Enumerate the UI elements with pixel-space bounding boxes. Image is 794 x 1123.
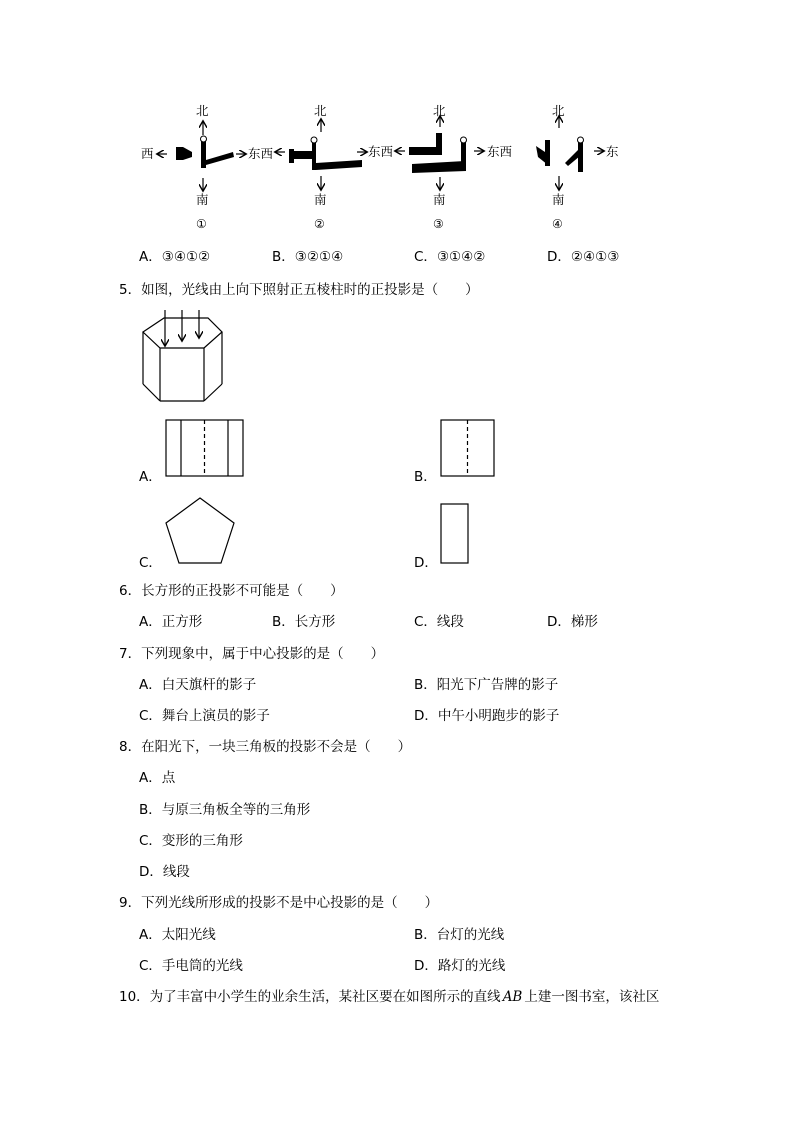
figure2-south-label: 南	[314, 192, 327, 207]
figure3-east-west-label: 东西	[487, 144, 513, 159]
option-text: ③①④②	[436, 249, 486, 265]
option-letter: D．	[547, 249, 571, 265]
option-d-figure	[441, 504, 468, 563]
q9-option-d: D．路灯的光线	[414, 958, 506, 974]
q10-stem-part1: 10．为了丰富中小学生的业余生活，某社区要在如图所示的直线	[119, 989, 501, 1005]
q8-stem: 8．在阳光下，一块三角板的投影不会是（ ）	[119, 739, 412, 755]
option-c-figure	[166, 498, 234, 563]
compass-figure-4	[536, 117, 603, 189]
q7-option-d: D．中午小明跑步的影子	[414, 708, 560, 724]
figure3-north-label: 北	[433, 103, 446, 118]
q8-option-d: D．线段	[139, 864, 190, 880]
option-letter: C．	[414, 249, 437, 265]
q9-option-c: C．手电筒的光线	[139, 958, 243, 974]
figure3-south-label: 南	[433, 192, 446, 207]
q5-stem: 5．如图，光线由上向下照射正五棱柱时的正投影是（ ）	[119, 282, 479, 298]
q5-option-b-letter: B．	[414, 469, 437, 485]
figure1-number: ①	[196, 217, 207, 231]
q9-stem: 9．下列光线所形成的投影不是中心投影的是（ ）	[119, 895, 439, 911]
option-text: ②④①③	[570, 249, 620, 265]
q8-option-a: A．点	[139, 770, 176, 786]
q4-option-b	[272, 248, 343, 266]
compass-figure-3	[396, 117, 483, 189]
option-text: ③②①④	[294, 249, 344, 265]
compass-figure-2	[276, 120, 366, 189]
q5-option-c-letter: C．	[139, 555, 162, 571]
figure2-number: ②	[314, 217, 325, 231]
figure2-north-label: 北	[314, 103, 327, 118]
figure4-north-label: 北	[552, 103, 565, 118]
q7-stem: 7．下列现象中，属于中心投影的是（ ）	[119, 646, 385, 662]
figure1-west-label: 西	[141, 146, 154, 161]
q6-option-d: D．梯形	[547, 614, 598, 630]
light-arrows	[165, 310, 199, 345]
q8-option-b: B．与原三角板全等的三角形	[139, 802, 311, 818]
q10-stem	[119, 988, 659, 1006]
q4-option-a	[139, 248, 210, 266]
q4-option-d	[547, 248, 619, 266]
q4-option-c	[414, 248, 485, 266]
figure4-east-label: 东	[606, 144, 619, 159]
figure4-south-label: 南	[552, 192, 565, 207]
option-b-figure	[441, 420, 494, 476]
q6-option-a: A．正方形	[139, 614, 203, 630]
figure3-number: ③	[433, 217, 444, 231]
q5-option-a-letter: A．	[139, 469, 162, 485]
q7-option-c: C．舞台上演员的影子	[139, 708, 270, 724]
option-a-figure	[166, 420, 243, 476]
q9-option-a: A．太阳光线	[139, 927, 216, 943]
figure4-number: ④	[552, 217, 563, 231]
q10-stem-part2: 上建一图书室，该社区	[524, 989, 660, 1005]
q5-option-d-letter: D．	[414, 555, 438, 571]
q8-option-c: C．变形的三角形	[139, 833, 243, 849]
figure2-east-west-label: 东西	[368, 144, 394, 159]
option-letter: A．	[139, 249, 162, 265]
q6-stem: 6．长方形的正投影不可能是（ ）	[119, 583, 344, 599]
option-text: ③④①②	[161, 249, 211, 265]
figure1-north-label: 北	[196, 103, 209, 118]
compass-figure-1	[158, 122, 245, 190]
figure1-east-west-label: 东西	[248, 146, 274, 161]
q9-option-b: B．台灯的光线	[414, 927, 505, 943]
figure1-south-label: 南	[196, 192, 209, 207]
q10-line-ab: AB	[502, 989, 523, 1005]
q7-option-b: B．阳光下广告牌的影子	[414, 677, 559, 693]
option-letter: B．	[272, 249, 295, 265]
q6-option-c: C．线段	[414, 614, 464, 630]
q6-option-b: B．长方形	[272, 614, 336, 630]
q7-option-a: A．白天旗杆的影子	[139, 677, 257, 693]
